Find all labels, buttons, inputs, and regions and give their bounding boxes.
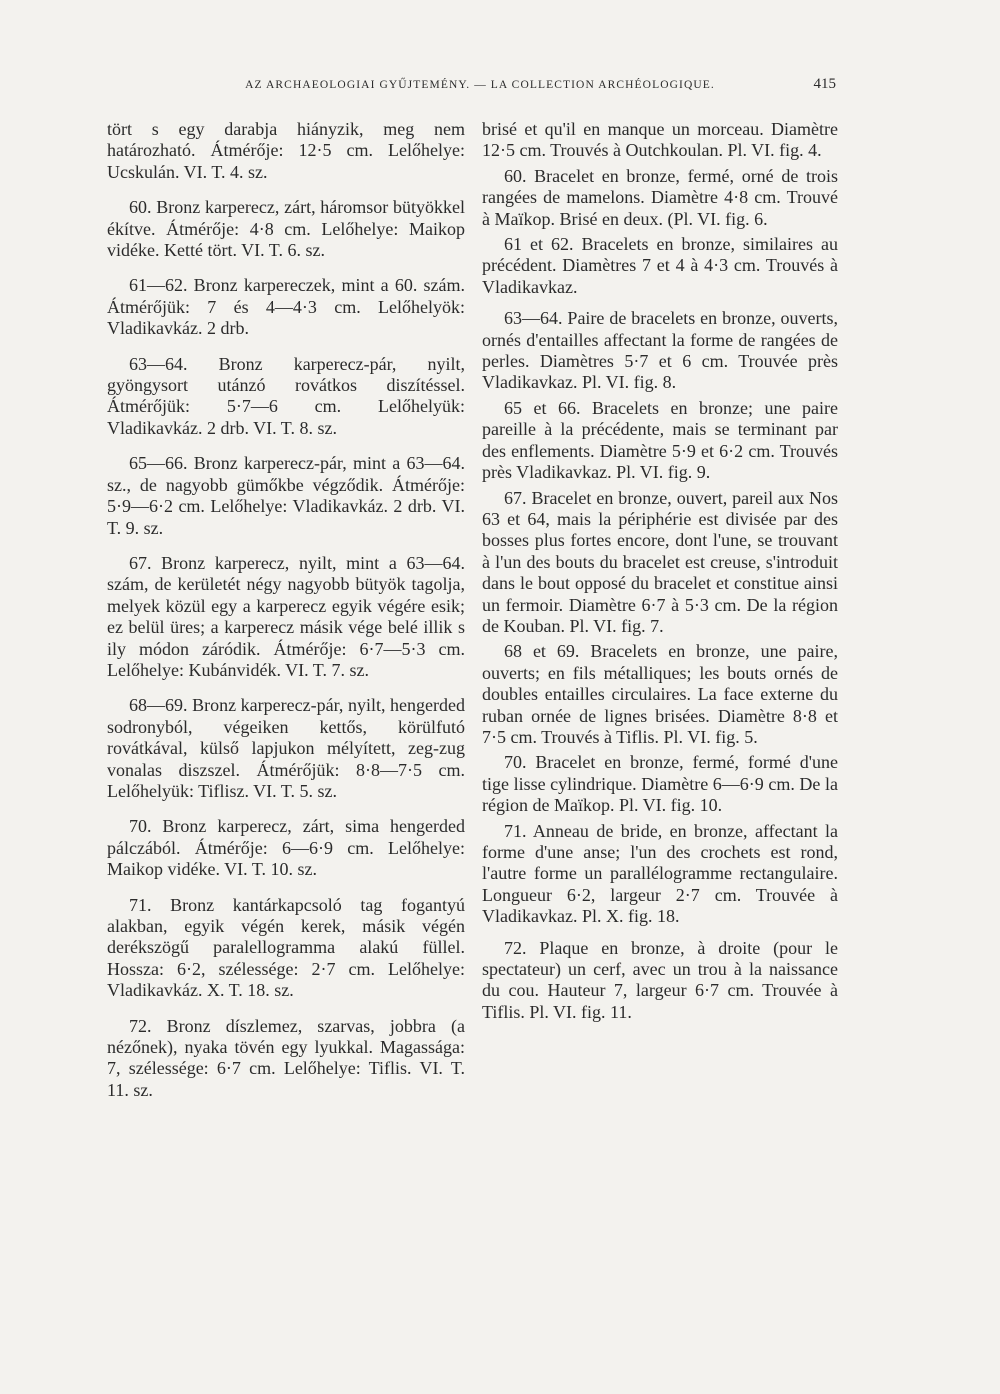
hu-paragraph: 71. Bronz kantárkapcsoló tag fogantyú alakban, egyik végén kerek, másik végén derékszögű paralellogramma alakú füllel. Hossza: 6·2, szélessége: 2·7 cm. Lelőhelye: Vladikavkáz. X. T. 18. sz. [107, 894, 465, 1001]
fr-paragraph: 67. Bracelet en bronze, ouvert, pareil aux Nos 63 et 64, mais la périphérie est divisée par des bosses plus fortes encore, dont l'une, se trouvant à l'un des bouts du bracelet est creuse, s'introduit dans le bout opposé du bracelet et constitue ainsi un fermoir. Diamètre 6·7 à 5·3 cm. De la région de Kouban. Pl. VI. fig. 7. [482, 487, 838, 636]
fr-paragraph: 61 et 62. Bracelets en bronze, similaires au précédent. Diamètres 7 et 4 à 4·3 cm. Trouvés à Vladikavkaz. [482, 234, 838, 297]
fr-paragraph: 70. Bracelet en bronze, fermé, formé d'une tige lisse cylindrique. Diamètre 6—6·9 cm. De la région de Maïkop. Pl. VI. fig. 10. [482, 752, 838, 816]
fr-paragraph: 63—64. Paire de bracelets en bronze, ouverts, ornés d'entailles affectant la forme de rangées de perles. Diamètres 5·7 et 6 cm. Trouvée près Vladikavkaz. Pl. VI. fig. 8. [482, 308, 838, 393]
fr-paragraph: 72. Plaque en bronze, à droite (pour le spectateur) un cerf, avec un trou à la naissance du cou. Hauteur 7, largeur 6·7 cm. Trouvée à Tiflis. Pl. VI. fig. 11. [482, 937, 838, 1022]
hu-paragraph: 60. Bronz karperecz, zárt, háromsor bütyökkel ékítve. Átmérője: 4·8 cm. Lelőhelye: Maikop vidéke. Ketté tört. VI. T. 6. sz. [107, 197, 465, 261]
fr-paragraph: 65 et 66. Bracelets en bronze; une paire pareille à la précédente, mais se terminant par des enflements. Diamètre 5·9 et 6·2 cm. Trouvés près Vladikavkaz. Pl. VI. fig. 9. [482, 397, 838, 483]
hu-paragraph: 68—69. Bronz karperecz-pár, nyilt, hengerded sodronyból, végeiken kettős, körülfutó rovátkával, külső lapjukon mélyített, zeg-zug vonalas diszszel. Átmérőjük: 8·8—7·5 cm. Lelőhelyük: Tiflisz. VI. T. 5. sz. [107, 695, 465, 801]
french-column [482, 119, 838, 1027]
hu-paragraph: 70. Bronz karperecz, zárt, sima hengerded pálczából. Átmérője: 6—6·9 cm. Lelőhelye: Maikop vidéke. VI. T. 10. sz. [107, 816, 465, 880]
page-number: 415 [813, 76, 836, 92]
hungarian-column [107, 119, 465, 1115]
fr-paragraph: 68 et 69. Bracelets en bronze, une paire, ouverts; en fils métalliques; les bouts ornés de doubles entailles circulaires. La face externe du ruban ornée de lignes brisées. Diamètre 8·8 et 7·5 cm. Trouvés à Tiflis. Pl. VI. fig. 5. [482, 641, 838, 747]
hu-paragraph: 72. Bronz díszlemez, szarvas, jobbra (a nézőnek), nyaka tövén egy lyukkal. Magassága: 7, szélessége: 6·7 cm. Lelőhelye: Tiflis. VI. T. 11. sz. [107, 1015, 465, 1100]
hu-paragraph: tört s egy darabja hiányzik, meg nem határozható. Átmérője: 12·5 cm. Lelőhelye: Ucskulán. VI. T. 4. sz. [107, 119, 465, 182]
fr-paragraph: 60. Bracelet en bronze, fermé, orné de trois rangées de mamelons. Diamètre 4·8 cm. Trouvé à Maïkop. Brisé en deux. (Pl. VI. fig. 6. [482, 165, 838, 229]
hu-paragraph: 67. Bronz karperecz, nyilt, mint a 63—64. szám, de kerületét négy nagyobb bütyök tagolja, melyek közül egy a karperecz egyik végére esik; ez belül üres; a karperecz másik vége belé illik s ily módon záródik. Átmérője: 6·7—5·3 cm. Lelőhelye: Kubánvidék. VI. T. 7. sz. [107, 552, 465, 680]
running-header [0, 76, 1000, 100]
hu-paragraph: 63—64. Bronz karperecz-pár, nyilt, gyöngysort utánzó rovátkos diszítéssel. Átmérőjük: 5·7—6 cm. Lelőhelyük: Vladikavkáz. 2 drb. VI. T. 8. sz. [107, 353, 465, 438]
fr-paragraph: brisé et qu'il en manque un morceau. Diamètre 12·5 cm. Trouvés à Outchkoulan. Pl. VI. fig. 4. [482, 119, 838, 161]
fr-paragraph: 71. Anneau de bride, en bronze, affectant la forme d'une anse; l'un des crochets est rond, l'autre forme un parallélogramme rectangulaire. Longueur 6·2, largeur 2·7 cm. Trouvée à Vladikavkaz. Pl. X. fig. 18. [482, 820, 838, 927]
hu-paragraph: 65—66. Bronz karperecz-pár, mint a 63—64. sz., de nagyobb gümőkbe végződik. Átmérője: 5·9—6·2 cm. Lelőhelye: Vladikavkáz. 2 drb. VI. T. 9. sz. [107, 453, 465, 538]
hu-paragraph: 61—62. Bronz karpereczek, mint a 60. szám. Átmérőjük: 7 és 4—4·3 cm. Lelőhelyök: Vladikavkáz. 2 drb. [107, 275, 465, 339]
running-title: AZ ARCHAEOLOGIAI GYŰJTEMÉNY. — LA COLLECTION ARCHÉOLOGIQUE. [245, 79, 715, 91]
